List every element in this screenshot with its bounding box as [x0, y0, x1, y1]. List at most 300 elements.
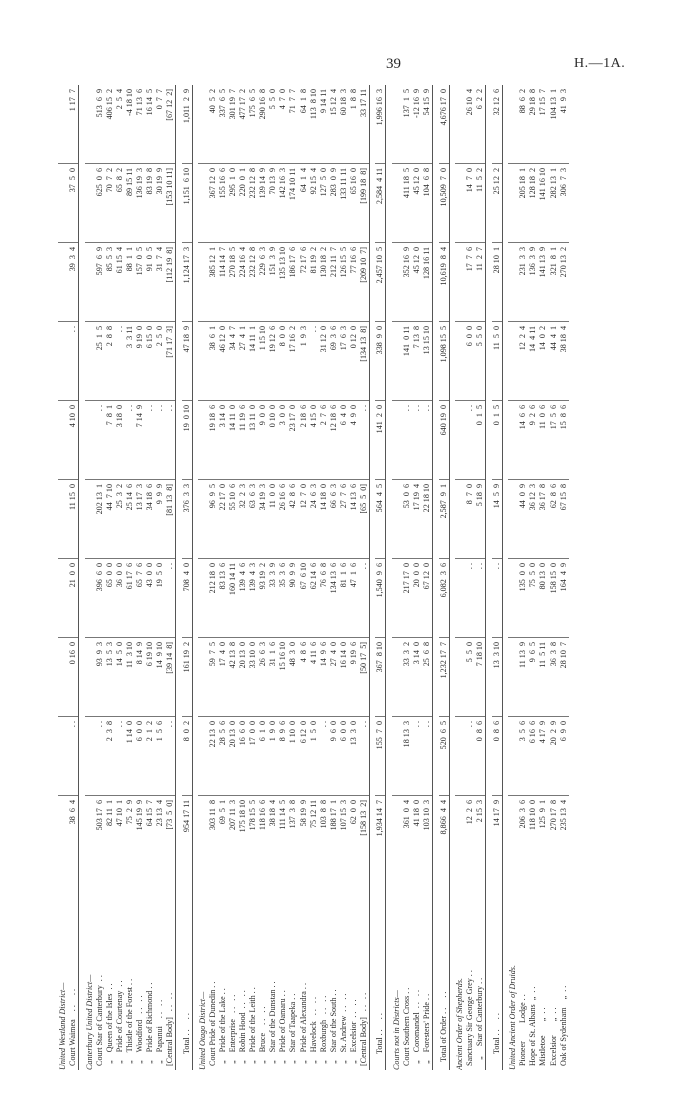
table-cell: 38 18 4	[559, 321, 569, 400]
table-row	[492, 85, 503, 1070]
table-cell: 13 5 3	[105, 637, 115, 716]
table-cell: 301 19 7	[228, 89, 238, 120]
table-cell: 137 3 8	[288, 795, 298, 874]
table-cell: . .	[475, 558, 485, 637]
table-cell: 55 10 6	[228, 479, 238, 558]
table-cell: 625 0 6	[95, 163, 105, 242]
table-cell	[58, 637, 68, 716]
table-cell: 14 17 9	[492, 795, 502, 874]
table-cell: 25 14 6	[125, 479, 135, 558]
table-cell	[455, 242, 465, 321]
table-cell: 11 15 0	[68, 479, 78, 558]
table-row	[125, 85, 135, 1070]
table-cell	[508, 242, 518, 321]
table-cell: 103 8 8	[319, 795, 329, 874]
table-cell	[198, 242, 208, 321]
table-cell: 29 18 8	[528, 89, 538, 116]
row-label: Total . . . .	[375, 1013, 385, 1070]
table-cell: . .	[465, 716, 475, 795]
table-cell	[508, 795, 518, 874]
table-cell: . .	[492, 558, 502, 637]
table-cell: 6 0 0	[339, 716, 349, 795]
table-cell: 155 16 6	[218, 163, 228, 242]
table-cell: 8 7 0	[465, 479, 475, 558]
table-row	[465, 85, 475, 1070]
table-cell: 25 6 8	[422, 637, 432, 716]
table-row	[135, 85, 145, 1070]
table-cell: 175 18 10	[238, 795, 248, 874]
table-cell: 520 6 5	[439, 716, 449, 795]
table-row	[299, 85, 309, 1070]
table-cell: 21 0 0	[68, 558, 78, 637]
table-cell: 133 11 11	[339, 163, 349, 242]
table-row	[258, 85, 268, 1070]
table-cell: 64 15 7	[145, 795, 155, 874]
table-row	[319, 85, 329, 1070]
table-cell: 17 6 3	[339, 321, 349, 400]
table-cell: 6 1 0	[258, 716, 268, 795]
table-cell: 10,619 8 4	[439, 242, 449, 321]
table-cell: 11 5 11	[538, 637, 548, 716]
table-cell: 135 0 0	[518, 558, 528, 637]
table-cell: . .	[319, 716, 329, 795]
table-cell: 4 17 9	[538, 716, 548, 795]
table-cell: 42 13 8	[228, 637, 238, 716]
table-cell: 19 12 6	[268, 321, 278, 400]
table-cell: 11 2 7	[475, 242, 485, 321]
table-cell: 321 8 1	[549, 242, 559, 321]
table-cell: 15 8 6	[559, 400, 569, 479]
table-cell: 2,584 4 11	[375, 163, 385, 242]
row-label: „ Star of Canterbury . .	[475, 977, 485, 1070]
table-cell: 137 1 5	[401, 89, 411, 118]
table-row	[402, 85, 412, 1070]
table-cell: 32 2 3	[238, 479, 248, 558]
table-cell: 1,996 16 3	[375, 89, 385, 126]
row-label: „ Pride of the Lake . .	[218, 988, 228, 1070]
table-cell: . .	[412, 400, 422, 479]
row-label: „ Roxburgh . . . .	[318, 995, 328, 1070]
table-cell: 69 3 6	[329, 321, 339, 400]
table-cell: 28 5 6	[218, 716, 228, 795]
table-cell	[58, 163, 68, 242]
table-cell: 3 3 11	[125, 321, 135, 400]
table-cell	[392, 242, 402, 321]
table-cell: . .	[422, 716, 432, 795]
table-cell: 597 6 9	[95, 242, 105, 321]
table-cell: 212 18 0	[208, 558, 218, 637]
table-row	[165, 85, 176, 1070]
table-cell: 11 19 6	[238, 400, 248, 479]
table-cell: [158 13 2]	[359, 795, 369, 874]
table-cell: 16 14 0	[339, 637, 349, 716]
table-cell: 5 5 0	[475, 321, 485, 400]
table-cell: 47 18 9	[182, 321, 192, 400]
table-cell: 376 3 3	[182, 479, 192, 558]
row-label: „ Pride of Alexandra . .	[298, 983, 308, 1070]
table-cell: 232 12 8	[248, 163, 258, 242]
table-cell: 7 18 10	[475, 637, 485, 716]
table-cell: 202 13 1	[95, 479, 105, 558]
table-cell: 2 3 8	[105, 716, 115, 795]
table-cell: 4,676 17 0	[438, 89, 448, 126]
row-label: Canterbury United District—	[84, 974, 94, 1070]
table-cell: -12 16 9	[412, 89, 421, 118]
table-cell: 71 13 6	[134, 89, 144, 116]
table-cell: 9 19 6	[349, 637, 359, 716]
table-cell: 2,457 10 5	[375, 242, 385, 321]
table-cell: . .	[125, 400, 135, 479]
table-cell: 232 12 8	[248, 242, 258, 321]
table-row	[288, 85, 298, 1070]
table-cell: 220 0 1	[238, 163, 248, 242]
row-label: Total . . . .	[491, 1013, 501, 1070]
table-cell: 385 12 1	[208, 242, 218, 321]
table-cell: 127 5 0	[319, 163, 329, 242]
table-cell: 2 8 8	[105, 321, 115, 400]
table-cell: 62 0 0	[349, 795, 359, 874]
table-cell: 45 12 0	[412, 163, 422, 242]
table-cell: 7 14 9	[135, 400, 145, 479]
table-cell	[85, 242, 95, 321]
table-cell	[508, 85, 518, 163]
table-row	[105, 85, 115, 1070]
table-cell: 270 18 5	[228, 242, 238, 321]
table-cell: 128 18 2	[528, 163, 538, 242]
table-cell: 83 19 8	[145, 163, 155, 242]
table-cell: 3 14 0	[412, 637, 422, 716]
table-cell	[85, 716, 95, 795]
table-cell: 139 14 9	[258, 163, 268, 242]
row-label: Ancient Order of Shepherds.	[455, 977, 465, 1070]
table-row	[182, 85, 193, 1070]
table-row	[268, 85, 278, 1070]
table-cell: 282 13 1	[549, 163, 559, 242]
table-cell: 31 7 4	[155, 242, 165, 321]
table-cell: 70 7 2	[105, 163, 115, 242]
table-cell: 0 1 5	[492, 400, 502, 479]
table-cell: . .	[155, 400, 165, 479]
table-cell: 14 9 10	[155, 637, 165, 716]
table-cell: 65 7 6	[135, 558, 145, 637]
table-cell: 10,509 7 0	[439, 163, 449, 242]
table-cell	[508, 637, 518, 716]
table-cell: 40 5 2	[208, 89, 218, 114]
table-cell: 36 0 0	[115, 558, 125, 637]
row-label: Sanctuary Sir George Grey . .	[465, 970, 475, 1070]
table-cell	[58, 716, 68, 795]
table-cell	[85, 85, 95, 163]
table-cell: 6 2 2	[475, 89, 485, 110]
table-cell	[455, 558, 465, 637]
table-cell	[198, 558, 208, 637]
table-cell: [81 13 8]	[165, 479, 175, 558]
table-cell: 564 4 5	[375, 479, 385, 558]
table-cell: 96 9 5	[208, 479, 218, 558]
table-cell: 954 17 11	[182, 795, 192, 874]
table-cell	[58, 321, 68, 400]
table-cell: 17 7 6	[465, 242, 475, 321]
table-cell: 13 3 0	[349, 716, 359, 795]
table-cell: 32 12 6	[491, 89, 501, 116]
table-cell: 141 2 0	[375, 400, 385, 479]
table-cell	[392, 716, 402, 795]
row-label: „ Coromandel . . . .	[412, 989, 421, 1070]
table-cell	[508, 558, 518, 637]
table-row	[475, 85, 486, 1070]
table-cell	[198, 637, 208, 716]
table-cell: 83 13 6	[218, 558, 228, 637]
table-cell: 295 1 0	[228, 163, 238, 242]
table-row	[375, 85, 386, 1070]
table-row	[58, 85, 68, 1070]
table-cell: 103 10 3	[422, 795, 432, 874]
table-cell	[392, 637, 402, 716]
table-cell: . .	[165, 716, 175, 795]
row-label: „ Bruce . . . .	[258, 1006, 268, 1070]
table-cell: . .	[95, 400, 105, 479]
table-cell: 164 4 9	[559, 558, 569, 637]
table-cell: 134 13 6	[329, 558, 339, 637]
table-cell	[198, 85, 208, 163]
table-cell: 217 17 0	[402, 558, 412, 637]
table-cell: 4 9 0	[349, 400, 359, 479]
row-label: „ Foresters' Pride . .	[422, 993, 432, 1070]
table-cell: 352 16 9	[402, 242, 412, 321]
table-cell: 72 17 6	[299, 242, 309, 321]
table-cell: 0 1 5	[475, 400, 485, 479]
table-cell	[85, 479, 95, 558]
table-cell	[392, 163, 402, 242]
table-cell	[58, 400, 68, 479]
table-cell: 4 11 6	[309, 637, 319, 716]
table-cell: [134 13 8]	[359, 321, 369, 400]
table-cell: 142 16 3	[278, 163, 288, 242]
table-cell: 24 6 3	[309, 479, 319, 558]
table-cell: 2 1 2	[145, 716, 155, 795]
table-cell: 1,232 17 7	[439, 637, 449, 716]
table-cell: 0 7 7	[154, 89, 164, 110]
table-cell: 338 9 0	[375, 321, 385, 400]
table-row	[538, 85, 548, 1070]
table-cell: 71 7 7	[288, 89, 298, 114]
table-cell: 178 15 5	[248, 795, 258, 874]
table-cell	[58, 479, 68, 558]
table-cell: 33 3 2	[402, 637, 412, 716]
table-cell: 25 12 2	[492, 163, 502, 242]
table-row	[329, 85, 339, 1070]
table-cell	[85, 163, 95, 242]
table-cell	[392, 479, 402, 558]
table-cell: 12 2 4	[518, 321, 528, 400]
table-cell: 88 1 1	[125, 242, 135, 321]
table-cell: 1 9 0	[268, 716, 278, 795]
table-cell	[455, 85, 465, 163]
table-cell	[508, 716, 518, 795]
table-cell	[198, 163, 208, 242]
table-cell: 160 14 11	[228, 558, 238, 637]
table-cell: 3 5 6	[518, 716, 528, 795]
table-cell: 2 7 6	[319, 400, 329, 479]
table-cell: 31 1 6	[268, 637, 278, 716]
table-cell: 27 4 1	[238, 321, 248, 400]
table-cell: 26 6 3	[258, 637, 268, 716]
table-cell: 151 3 9	[268, 242, 278, 321]
table-cell: 126 15 5	[339, 242, 349, 321]
table-cell: 19 18 6	[208, 400, 218, 479]
table-cell: 1 9 3	[299, 321, 309, 400]
table-cell: 42 8 6	[288, 479, 298, 558]
table-cell: 65 0 0	[105, 558, 115, 637]
table-cell: 111 14 5	[278, 795, 288, 874]
table-cell: 93 9 3	[95, 637, 105, 716]
table-cell: 118 16 6	[258, 795, 268, 874]
table-row	[115, 85, 125, 1070]
table-cell: 85 5 3	[105, 242, 115, 321]
table-cell: . .	[465, 400, 475, 479]
table-cell: 19 5 0	[155, 558, 165, 637]
table-cell: 1,934 14 7	[375, 795, 385, 874]
table-cell: 8 0 0	[278, 321, 288, 400]
table-cell: 81 1 6	[339, 558, 349, 637]
table-cell: 33 3 9	[268, 558, 278, 637]
table-cell: 31 12 0	[319, 321, 329, 400]
table-cell: 13 11 0	[248, 400, 258, 479]
table-cell: 75 2 9	[125, 795, 135, 874]
table-row	[422, 85, 433, 1070]
table-cell: 503 17 6	[95, 795, 105, 874]
table-cell	[58, 558, 68, 637]
table-cell: 80 13 0	[538, 558, 548, 637]
table-cell: 158 15 0	[549, 558, 559, 637]
page-number: 39	[386, 56, 401, 72]
table-cell: 2 18 6	[299, 400, 309, 479]
table-cell: 14 11 1	[248, 321, 258, 400]
table-cell: 513 6 9	[94, 89, 104, 118]
table-cell: 89 15 11	[125, 163, 135, 242]
table-cell: 14 13 6	[349, 479, 359, 558]
table-cell	[198, 400, 208, 479]
table-cell: 306 7 3	[559, 163, 569, 242]
table-cell: 41 18 0	[412, 795, 422, 874]
table-cell: 58 19 9	[299, 795, 309, 874]
table-cell: . .	[359, 400, 369, 479]
table-cell: . .	[412, 716, 422, 795]
row-label: Court Southern Cross . .	[401, 987, 411, 1070]
table-cell: 47 1 6	[349, 558, 359, 637]
table-row	[528, 85, 538, 1070]
table-cell: 13 17 3	[135, 479, 145, 558]
table-cell: 118 10 0	[528, 795, 538, 874]
table-cell: [112 19 8]	[165, 242, 175, 321]
table-cell	[455, 716, 465, 795]
table-cell	[198, 716, 208, 795]
table-cell: 9 14 11	[318, 89, 328, 113]
table-cell: 14 0 2	[538, 321, 548, 400]
friendly-societies-ledger	[58, 85, 670, 1070]
table-cell: 11 0 0	[268, 479, 278, 558]
table-cell: 6 16 6	[528, 716, 538, 795]
table-cell: [199 18 8]	[359, 163, 369, 242]
table-cell: [65 5 0]	[359, 479, 369, 558]
table-cell: 1,540 9 6	[375, 558, 385, 637]
table-cell: . .	[402, 400, 412, 479]
table-cell: 11 5 0	[492, 321, 502, 400]
table-cell: 22 18 10	[422, 479, 432, 558]
table-cell: 30 19 9	[155, 163, 165, 242]
table-cell: 145 19 9	[135, 795, 145, 874]
table-cell: [73 5 0]	[165, 795, 175, 874]
table-cell	[58, 242, 68, 321]
table-cell: 1 15 10	[258, 321, 268, 400]
row-label: „ St. Andrew . . . .	[338, 993, 348, 1070]
table-cell	[508, 400, 518, 479]
table-cell: . .	[359, 716, 369, 795]
row-label: „ Enterprise . . . .	[228, 994, 238, 1070]
table-row	[549, 85, 559, 1070]
table-cell: 0 16 0	[68, 637, 78, 716]
table-cell: 231 3 3	[518, 242, 528, 321]
table-cell: 28 10 7	[559, 637, 569, 716]
table-cell: 17 0 0	[248, 716, 258, 795]
table-cell: 6 9 0	[559, 716, 569, 795]
table-cell: 303 11 8	[208, 795, 218, 874]
row-label: Mistletoe „ . .	[538, 1007, 548, 1070]
table-cell: 16 14 5	[144, 89, 154, 116]
table-cell: 1,011 2 9	[181, 89, 191, 124]
table-cell	[85, 558, 95, 637]
table-cell: 23 13 4	[155, 795, 165, 874]
table-cell: 161 19 2	[182, 637, 192, 716]
table-cell: 27 7 6	[339, 479, 349, 558]
table-cell: 12 18 6	[329, 400, 339, 479]
row-label: „ Star of the Dunstan . .	[268, 981, 278, 1070]
row-label: „ Pride of the Leith . .	[248, 987, 258, 1070]
table-cell: 38 18 4	[268, 795, 278, 874]
table-cell: 7 13 8	[412, 321, 422, 400]
table-cell: . .	[115, 716, 125, 795]
table-cell: 9 19 0	[135, 321, 145, 400]
row-label: Oak of Sydenham „ . .	[558, 985, 568, 1070]
table-cell: 53 0 6	[402, 479, 412, 558]
row-label: Total . . . .	[181, 1013, 191, 1070]
row-label: „ Star of Taapeka . .	[288, 993, 298, 1070]
row-label: Court Waimea . . . .	[68, 988, 78, 1070]
table-cell: 54 15 9	[422, 89, 432, 116]
table-cell: 212 11 7	[329, 242, 339, 321]
table-row	[278, 85, 288, 1070]
table-cell	[508, 163, 518, 242]
table-cell: 9 2 6	[528, 400, 538, 479]
row-label: „ Pride of Oamaru . .	[278, 990, 288, 1070]
table-cell: 361 0 4	[402, 795, 412, 874]
table-cell	[508, 321, 518, 400]
table-cell: 9 6 5	[528, 637, 538, 716]
table-cell: 75 12 11	[309, 795, 319, 874]
row-label: United Otago District—	[198, 991, 208, 1070]
row-label: „ Papanui . . . .	[154, 999, 164, 1070]
table-cell: 14 18 0	[319, 479, 329, 558]
table-cell: 14 7 0	[465, 163, 475, 242]
page-reference: H.—1A.	[574, 56, 626, 71]
table-cell: 77 16 6	[349, 242, 359, 321]
table-cell: 43 0 0	[145, 558, 155, 637]
table-cell: 6 0 0	[135, 716, 145, 795]
table-cell: 63 6 3	[248, 479, 258, 558]
table-cell: 139 4 3	[248, 558, 258, 637]
table-cell: 6 0 0	[465, 321, 475, 400]
table-cell: 11 13 9	[518, 637, 528, 716]
